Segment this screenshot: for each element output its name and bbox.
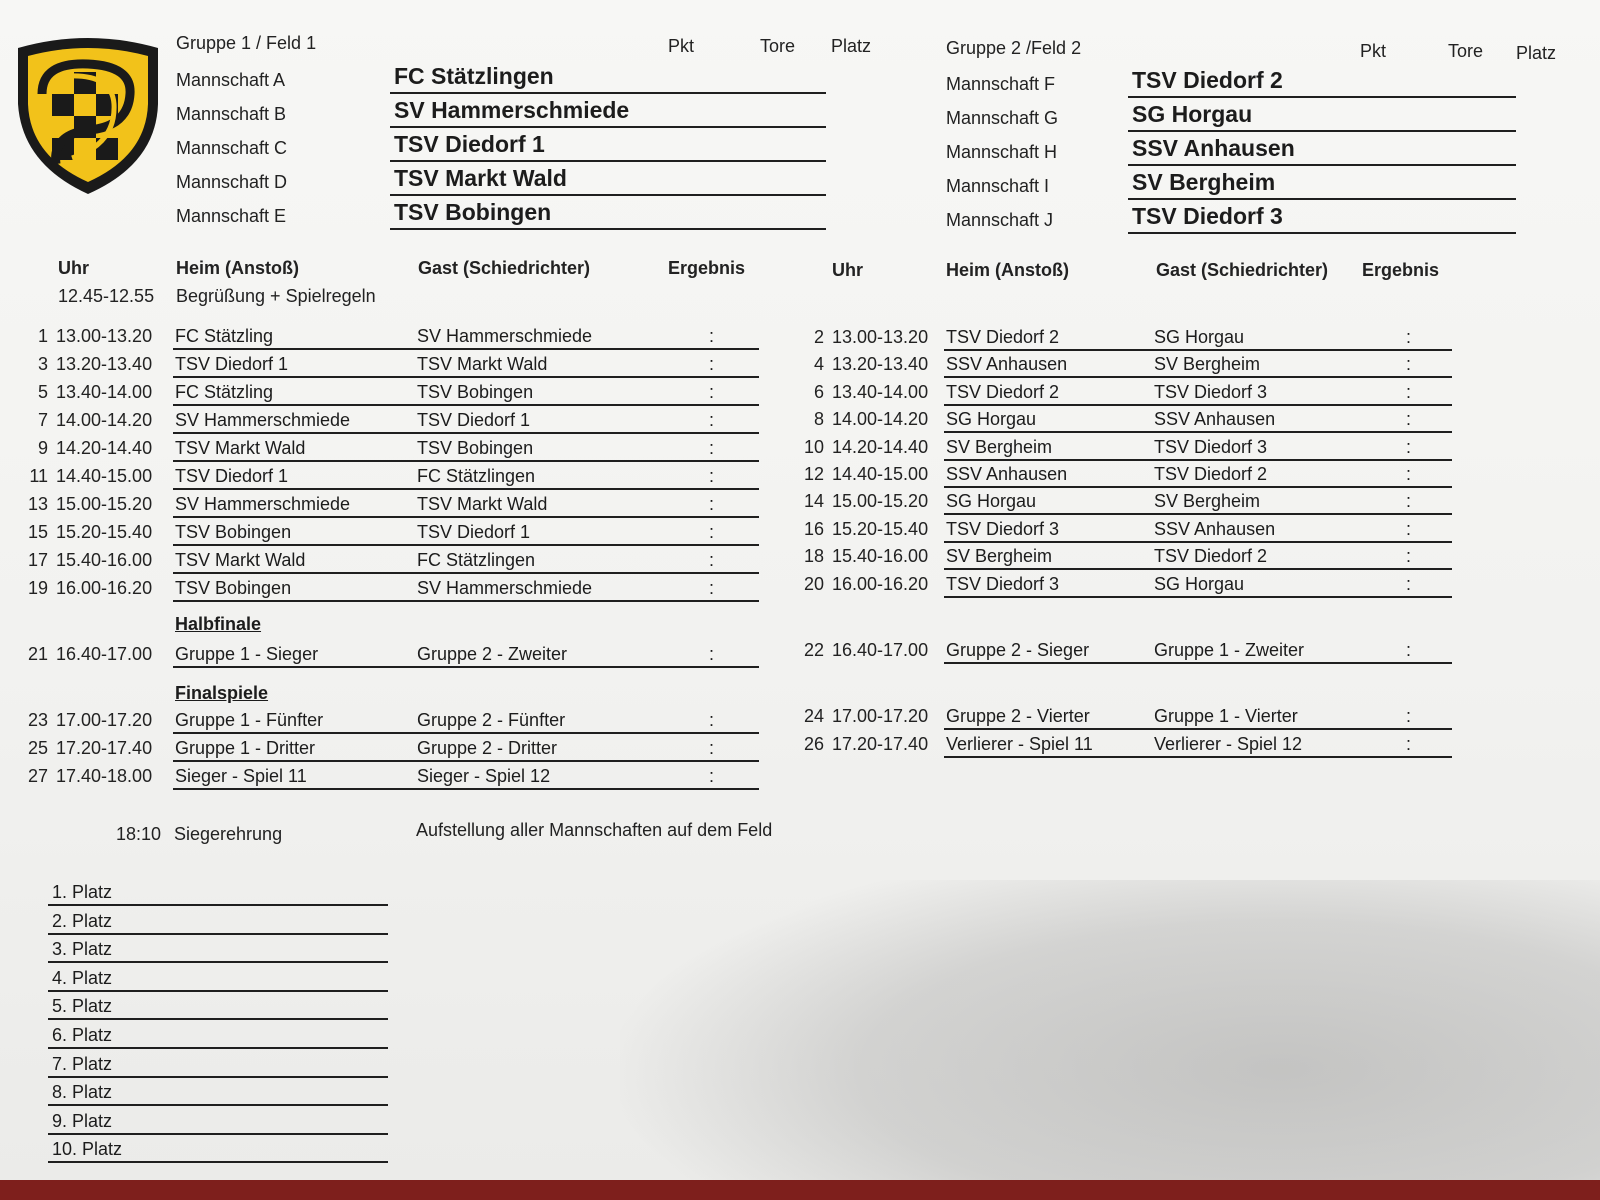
match-row xyxy=(173,490,759,518)
match-number: 3 xyxy=(37,354,48,374)
team-row xyxy=(390,164,826,196)
match-home-team: TSV Markt Wald xyxy=(175,550,306,570)
group1-title: Gruppe 1 / Feld 1 xyxy=(176,33,317,53)
match-result: : xyxy=(709,326,715,346)
ceremony-note: Aufstellung aller Mannschaften auf dem Feld xyxy=(416,820,773,840)
placement-row xyxy=(48,992,388,1020)
match-number: 15 xyxy=(27,522,48,542)
placement-label: 2. Platz xyxy=(52,910,113,931)
match-time: 16.40-17.00 xyxy=(832,640,929,660)
group2-platz-header: Platz xyxy=(1516,43,1557,63)
match-number: 27 xyxy=(27,766,48,786)
placement-label: 6. Platz xyxy=(52,1025,113,1045)
match-guest-team: Gruppe 2 - Dritter xyxy=(417,738,558,758)
placement-row xyxy=(48,907,388,935)
match-row xyxy=(944,515,1452,543)
match-number: 17 xyxy=(27,550,48,570)
match-result: : xyxy=(709,644,715,664)
team-name: SV Bergheim xyxy=(1132,169,1276,195)
match-number: 16 xyxy=(803,518,824,539)
team-row xyxy=(390,62,826,94)
match-result: : xyxy=(709,578,715,598)
match-home-team: SV Hammerschmiede xyxy=(175,494,351,514)
placement-row xyxy=(48,1050,388,1078)
finalspiele-title: Finalspiele xyxy=(175,683,269,703)
match-result: : xyxy=(1406,706,1412,726)
team-name: TSV Diedorf 1 xyxy=(394,131,545,157)
match-guest-team: TSV Diedorf 3 xyxy=(1154,436,1268,457)
match-result: : xyxy=(709,466,715,486)
placement-label: 3. Platz xyxy=(52,939,113,960)
match-number: 21 xyxy=(27,644,48,664)
team-name: TSV Markt Wald xyxy=(394,165,567,191)
match-result: : xyxy=(1406,546,1412,567)
left-heim-header: Heim (Anstoß) xyxy=(176,258,299,278)
halbfinale-title: Halbfinale xyxy=(175,614,262,634)
placement-label: 7. Platz xyxy=(52,1053,113,1074)
team-row xyxy=(390,96,826,128)
match-time: 17.20-17.40 xyxy=(56,738,153,758)
match-row xyxy=(173,640,759,668)
match-number: 2 xyxy=(813,327,824,347)
match-row xyxy=(173,434,759,462)
match-result: : xyxy=(1406,354,1412,375)
match-home-team: TSV Markt Wald xyxy=(175,438,306,458)
match-time: 15.00-15.20 xyxy=(56,494,153,514)
match-home-team: TSV Bobingen xyxy=(175,522,292,542)
match-number: 8 xyxy=(813,409,824,430)
match-row xyxy=(944,350,1452,378)
team-row xyxy=(390,130,826,162)
match-guest-team: TSV Diedorf 2 xyxy=(1154,464,1268,484)
team-label: Mannschaft H xyxy=(946,142,1058,162)
club-crest-logo xyxy=(12,34,164,198)
match-number: 20 xyxy=(803,573,824,594)
placement-row xyxy=(48,935,388,963)
placement-label: 9. Platz xyxy=(52,1110,113,1131)
match-row xyxy=(944,405,1452,433)
match-home-team: Gruppe 1 - Dritter xyxy=(175,738,316,758)
match-number: 26 xyxy=(803,734,824,754)
match-row xyxy=(944,570,1452,598)
placement-label: 5. Platz xyxy=(52,996,113,1017)
team-row xyxy=(1128,100,1516,132)
match-guest-team: SV Bergheim xyxy=(1154,354,1261,375)
team-name: TSV Diedorf 2 xyxy=(1132,67,1283,93)
match-guest-team: Gruppe 1 - Zweiter xyxy=(1154,640,1305,660)
match-row xyxy=(173,762,759,790)
match-result: : xyxy=(709,354,715,374)
match-time: 13.00-13.20 xyxy=(832,327,929,347)
match-time: 16.00-16.20 xyxy=(832,573,929,594)
match-row xyxy=(173,546,759,574)
match-time: 15.20-15.40 xyxy=(56,522,153,542)
match-guest-team: SSV Anhausen xyxy=(1154,409,1276,430)
match-home-team: TSV Diedorf 2 xyxy=(946,381,1060,402)
placement-label: 4. Platz xyxy=(52,967,113,988)
match-guest-team: Gruppe 1 - Vierter xyxy=(1154,706,1298,726)
match-row xyxy=(944,702,1452,730)
match-row xyxy=(173,734,759,762)
placement-row xyxy=(48,1135,388,1163)
match-time: 17.40-18.00 xyxy=(56,766,153,786)
match-result: : xyxy=(709,522,715,542)
match-result: : xyxy=(1406,464,1412,484)
match-number: 4 xyxy=(813,354,824,375)
team-label: Mannschaft B xyxy=(176,104,287,124)
match-row xyxy=(944,730,1452,758)
match-time: 15.20-15.40 xyxy=(832,518,929,539)
match-guest-team: Gruppe 2 - Zweiter xyxy=(417,644,568,664)
match-result: : xyxy=(709,710,715,730)
match-result: : xyxy=(1406,573,1412,594)
left-gast-header: Gast (Schiedrichter) xyxy=(418,258,591,278)
match-time: 17.00-17.20 xyxy=(832,706,929,726)
match-time: 14.00-14.20 xyxy=(832,409,929,430)
match-home-team: TSV Diedorf 1 xyxy=(175,466,289,486)
match-home-team: SG Horgau xyxy=(946,409,1037,430)
match-row xyxy=(944,460,1452,488)
match-home-team: TSV Diedorf 1 xyxy=(175,354,289,374)
group1-tore-header: Tore xyxy=(760,36,796,56)
match-number: 25 xyxy=(27,738,48,758)
match-time: 14.20-14.40 xyxy=(832,436,929,457)
match-time: 17.00-17.20 xyxy=(56,710,153,730)
match-home-team: SSV Anhausen xyxy=(946,464,1068,484)
team-label: Mannschaft E xyxy=(176,206,287,226)
match-time: 14.00-14.20 xyxy=(56,410,153,430)
placement-label: 10. Platz xyxy=(52,1139,123,1160)
match-home-team: TSV Diedorf 3 xyxy=(946,518,1060,539)
team-row xyxy=(1128,202,1516,234)
team-label: Mannschaft J xyxy=(946,210,1054,230)
match-row xyxy=(173,378,759,406)
match-row xyxy=(944,323,1452,351)
match-home-team: SSV Anhausen xyxy=(946,354,1068,375)
match-time: 14.40-15.00 xyxy=(56,466,153,486)
match-number: 22 xyxy=(803,640,824,660)
match-row xyxy=(944,433,1452,461)
match-home-team: SV Hammerschmiede xyxy=(175,410,351,430)
team-row xyxy=(1128,66,1516,98)
match-row xyxy=(944,487,1452,515)
match-row xyxy=(944,636,1452,664)
placement-label: 1. Platz xyxy=(52,882,113,902)
match-row xyxy=(944,542,1452,570)
group1-platz-header: Platz xyxy=(831,36,872,56)
match-time: 14.20-14.40 xyxy=(56,438,153,458)
match-time: 16.40-17.00 xyxy=(56,644,153,664)
match-row xyxy=(173,706,759,734)
team-label: Mannschaft C xyxy=(176,138,288,158)
match-row xyxy=(173,406,759,434)
placement-row xyxy=(48,1078,388,1106)
match-guest-team: Sieger - Spiel 12 xyxy=(417,766,551,786)
ceremony-title: Siegerehrung xyxy=(174,824,283,844)
match-guest-team: Verlierer - Spiel 12 xyxy=(1154,734,1303,754)
match-time: 13.20-13.40 xyxy=(832,354,929,375)
match-result: : xyxy=(709,410,715,430)
match-guest-team: TSV Bobingen xyxy=(417,438,534,458)
match-number: 9 xyxy=(37,438,48,458)
group2-tore-header: Tore xyxy=(1448,41,1484,61)
left-uhr-header: Uhr xyxy=(58,258,89,278)
match-time: 14.40-15.00 xyxy=(832,464,929,484)
match-guest-team: SSV Anhausen xyxy=(1154,518,1276,539)
match-result: : xyxy=(709,766,715,786)
match-guest-team: TSV Diedorf 2 xyxy=(1154,546,1268,567)
match-time: 15.40-16.00 xyxy=(832,546,929,567)
team-label: Mannschaft A xyxy=(176,70,286,90)
match-home-team: SV Bergheim xyxy=(946,436,1053,457)
match-time: 17.20-17.40 xyxy=(832,734,929,754)
match-guest-team: FC Stätzlingen xyxy=(417,466,536,486)
match-home-team: Sieger - Spiel 11 xyxy=(175,766,307,786)
match-number: 12 xyxy=(803,464,824,484)
team-name: SV Hammerschmiede xyxy=(394,97,630,123)
match-time: 13.40-14.00 xyxy=(56,382,153,402)
match-result: : xyxy=(1406,734,1412,754)
match-number: 14 xyxy=(803,491,824,512)
match-number: 18 xyxy=(803,546,824,567)
right-ergebnis-header: Ergebnis xyxy=(1362,260,1440,280)
intro-time: 12.45-12.55 xyxy=(58,286,155,306)
team-name: SG Horgau xyxy=(1132,101,1253,127)
placement-row xyxy=(48,1021,388,1049)
match-guest-team: Gruppe 2 - Fünfter xyxy=(417,710,566,730)
match-guest-team: SV Hammerschmiede xyxy=(417,578,593,598)
match-guest-team: SV Hammerschmiede xyxy=(417,326,593,346)
right-heim-header: Heim (Anstoß) xyxy=(946,260,1069,280)
team-label: Mannschaft I xyxy=(946,176,1050,196)
match-result: : xyxy=(1406,381,1412,402)
match-guest-team: TSV Diedorf 1 xyxy=(417,410,531,430)
match-result: : xyxy=(709,550,715,570)
match-result: : xyxy=(1406,409,1412,430)
match-guest-team: TSV Diedorf 3 xyxy=(1154,381,1268,402)
match-guest-team: TSV Diedorf 1 xyxy=(417,522,531,542)
match-home-team: TSV Bobingen xyxy=(175,578,292,598)
intro-text: Begrüßung + Spielregeln xyxy=(176,286,376,306)
match-row xyxy=(173,350,759,378)
match-row xyxy=(173,518,759,546)
team-row xyxy=(1128,134,1516,166)
team-name: TSV Bobingen xyxy=(394,199,552,225)
match-guest-team: SV Bergheim xyxy=(1154,491,1261,512)
team-name: FC Stätzlingen xyxy=(394,63,554,89)
match-result: : xyxy=(1406,327,1412,347)
photo-shadow xyxy=(620,880,1600,1180)
match-result: : xyxy=(1406,518,1412,539)
match-result: : xyxy=(709,738,715,758)
team-name: TSV Diedorf 3 xyxy=(1132,203,1283,229)
match-result: : xyxy=(1406,491,1412,512)
match-guest-team: SG Horgau xyxy=(1154,573,1245,594)
group2-title: Gruppe 2 /Feld 2 xyxy=(946,38,1082,58)
group2-pkt-header: Pkt xyxy=(1360,41,1387,61)
right-gast-header: Gast (Schiedrichter) xyxy=(1156,260,1329,280)
match-home-team: SG Horgau xyxy=(946,491,1037,512)
team-row xyxy=(1128,168,1516,200)
match-home-team: SV Bergheim xyxy=(946,546,1053,567)
team-row xyxy=(390,198,826,230)
match-number: 13 xyxy=(27,494,48,514)
match-row xyxy=(173,322,759,350)
match-home-team: Verlierer - Spiel 11 xyxy=(946,734,1093,754)
match-number: 10 xyxy=(803,436,824,457)
match-home-team: Gruppe 2 - Vierter xyxy=(946,706,1090,726)
match-number: 24 xyxy=(803,706,824,726)
right-uhr-header: Uhr xyxy=(832,260,863,280)
placement-label: 8. Platz xyxy=(52,1082,113,1103)
match-guest-team: TSV Markt Wald xyxy=(417,494,548,514)
match-guest-team: SG Horgau xyxy=(1154,327,1245,347)
match-row xyxy=(173,462,759,490)
match-time: 15.00-15.20 xyxy=(832,491,929,512)
match-guest-team: TSV Bobingen xyxy=(417,382,534,402)
match-row xyxy=(944,378,1452,406)
match-home-team: Gruppe 1 - Fünfter xyxy=(175,710,324,730)
team-label: Mannschaft F xyxy=(946,74,1056,94)
match-number: 6 xyxy=(813,381,824,402)
placement-row xyxy=(48,878,388,906)
match-home-team: TSV Diedorf 2 xyxy=(946,327,1060,347)
match-result: : xyxy=(709,438,715,458)
match-home-team: Gruppe 1 - Sieger xyxy=(175,644,319,664)
match-home-team: FC Stätzling xyxy=(175,382,274,402)
team-label: Mannschaft D xyxy=(176,172,288,192)
ceremony-time: 18:10 xyxy=(116,824,162,844)
placement-row xyxy=(48,964,388,992)
match-number: 7 xyxy=(37,410,48,430)
placement-row xyxy=(48,1107,388,1135)
match-time: 13.00-13.20 xyxy=(56,326,153,346)
match-time: 13.40-14.00 xyxy=(832,381,929,402)
left-ergebnis-header: Ergebnis xyxy=(668,258,746,278)
group1-pkt-header: Pkt xyxy=(668,36,695,56)
match-time: 13.20-13.40 xyxy=(56,354,153,374)
match-number: 23 xyxy=(27,710,48,730)
match-home-team: Gruppe 2 - Sieger xyxy=(946,640,1090,660)
match-number: 11 xyxy=(29,466,48,486)
match-number: 1 xyxy=(37,326,48,346)
match-guest-team: FC Stätzlingen xyxy=(417,550,536,570)
match-number: 5 xyxy=(37,382,48,402)
match-result: : xyxy=(1406,640,1412,660)
match-time: 15.40-16.00 xyxy=(56,550,153,570)
team-name: SSV Anhausen xyxy=(1132,135,1295,161)
match-home-team: FC Stätzling xyxy=(175,326,274,346)
match-guest-team: TSV Markt Wald xyxy=(417,354,548,374)
match-home-team: TSV Diedorf 3 xyxy=(946,573,1060,594)
team-label: Mannschaft G xyxy=(946,108,1059,128)
match-result: : xyxy=(709,382,715,402)
match-time: 16.00-16.20 xyxy=(56,578,153,598)
match-result: : xyxy=(1406,436,1412,457)
match-result: : xyxy=(709,494,715,514)
match-number: 19 xyxy=(27,578,48,598)
match-row xyxy=(173,574,759,602)
